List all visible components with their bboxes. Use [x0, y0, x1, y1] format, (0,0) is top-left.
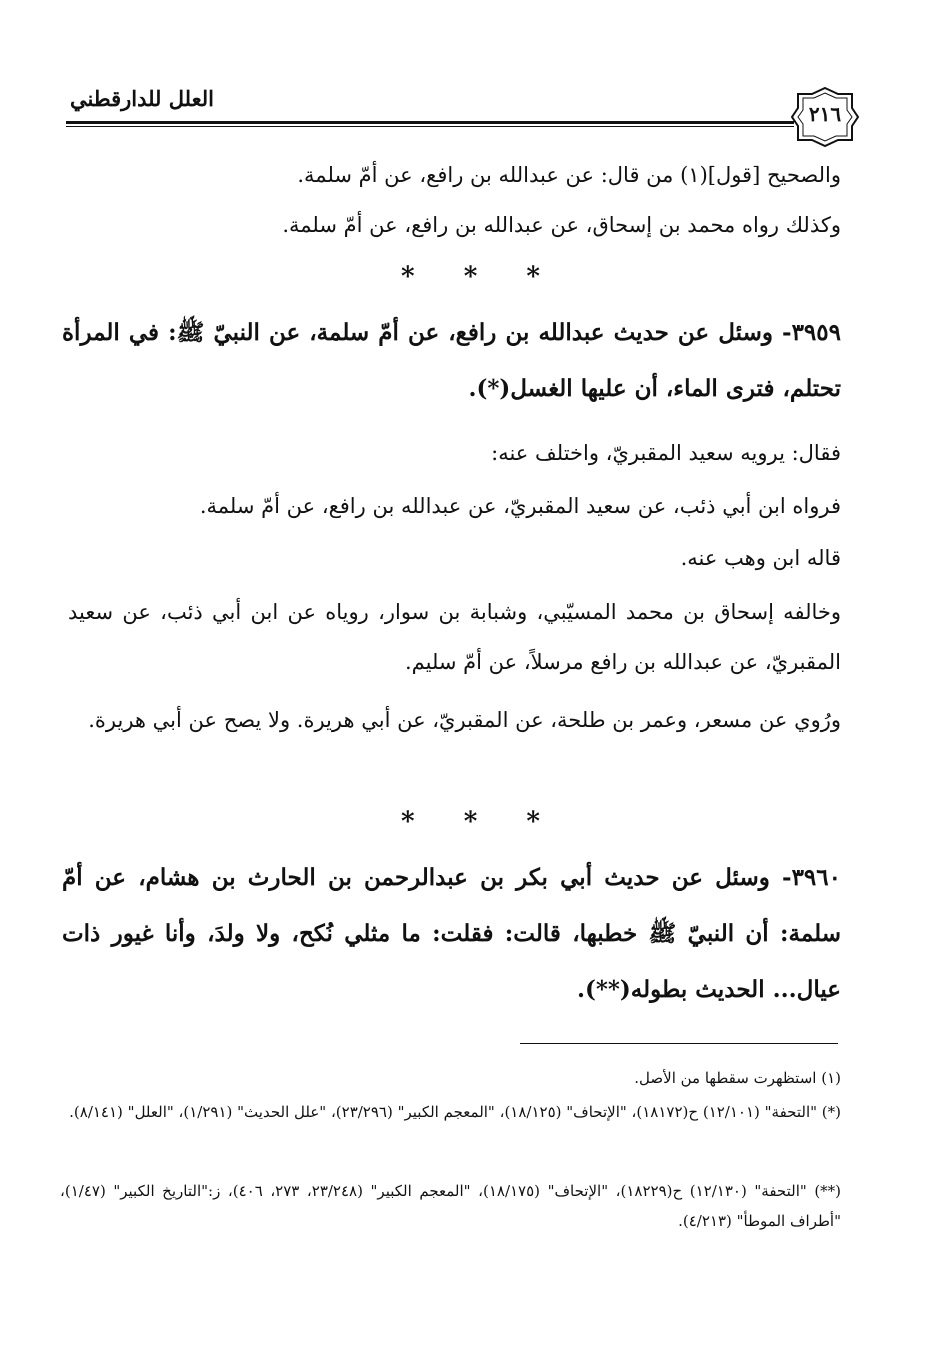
answer-line-3: قاله ابن وهب عنه. [680, 546, 841, 570]
footnote-1: (١) استظهرت سقطها من الأصل. [634, 1069, 841, 1087]
running-head-title: العلل للدارقطني [70, 86, 214, 111]
page-number: ٢١٦ [808, 102, 842, 126]
answer-line-5: ورُوي عن مسعر، وعمر بن طلحة، عن المقبريّ، عن أبي هريرة. ولا يصح عن أبي هريرة. [88, 708, 841, 732]
text-line-2: وكذلك رواه محمد بن إسحاق، عن عبدالله بن رافع، عن أمّ سلمة. [282, 213, 841, 237]
footnote-star: (*) "التحفة" (١٢/١٠١) ح(١٨١٧٢)، "الإتحاف" (١٨/١٢٥)، "المعجم الكبير" (٢٣/٢٩٦)، "علل الحديث" (١/٢٩١)، "العلل" (٨/١٤١). [69, 1103, 841, 1121]
section-separator-2: * * * [401, 807, 540, 837]
section-separator: * * * [401, 262, 540, 292]
answer-line-2: فرواه ابن أبي ذئب، عن سعيد المقبريّ، عن عبدالله بن رافع، عن أمّ سلمة. [199, 494, 841, 518]
text-line-1: والصحيح [قول](١) من قال: عن عبدالله بن رافع، عن أمّ سلمة. [297, 163, 841, 187]
answer-line-1: فقال: يرويه سعيد المقبريّ، واختلف عنه: [491, 441, 841, 465]
question-3960: ٣٩٦٠- وسئل عن حديث أبي بكر بن عبدالرحمن بن الحارث بن هشام، عن أمّ سلمة: أن النبيّ ﷺ خطبها، قالت: فقلت: ما مثلي نُكح، ولا ولدَ، وأنا غيور ذات عيال... الحديث بطوله(**). [62, 864, 841, 1003]
footnote-double-star: (**) "التحفة" (١٢/١٣٠) ح(١٨٢٢٩)، "الإتحاف" (١٨/١٧٥)، "المعجم الكبير" (٢٣/٢٤٨، ٢٧٣، ٤٠٦)، ز:"التاريخ الكبير" (١/٤٧)، "أطراف الموطأ" (٤/٢١٣). [60, 1182, 842, 1230]
header-rule-thin [66, 126, 794, 127]
answer-line-4: وخالفه إسحاق بن محمد المسيّبي، وشبابة بن سوار، روياه عن ابن أبي ذئب، عن سعيد المقبريّ، عن عبدالله بن رافع مرسلاً، عن أمّ سليم. [68, 600, 841, 674]
header-rule [66, 121, 794, 124]
question-3959: ٣٩٥٩- وسئل عن حديث عبدالله بن رافع، عن أمّ سلمة، عن النبيّ ﷺ: في المرأة تحتلم، فترى الماء، أن عليها الغسل(*). [62, 319, 841, 402]
footnote-rule [520, 1043, 838, 1044]
page-number-ornament [790, 86, 860, 148]
